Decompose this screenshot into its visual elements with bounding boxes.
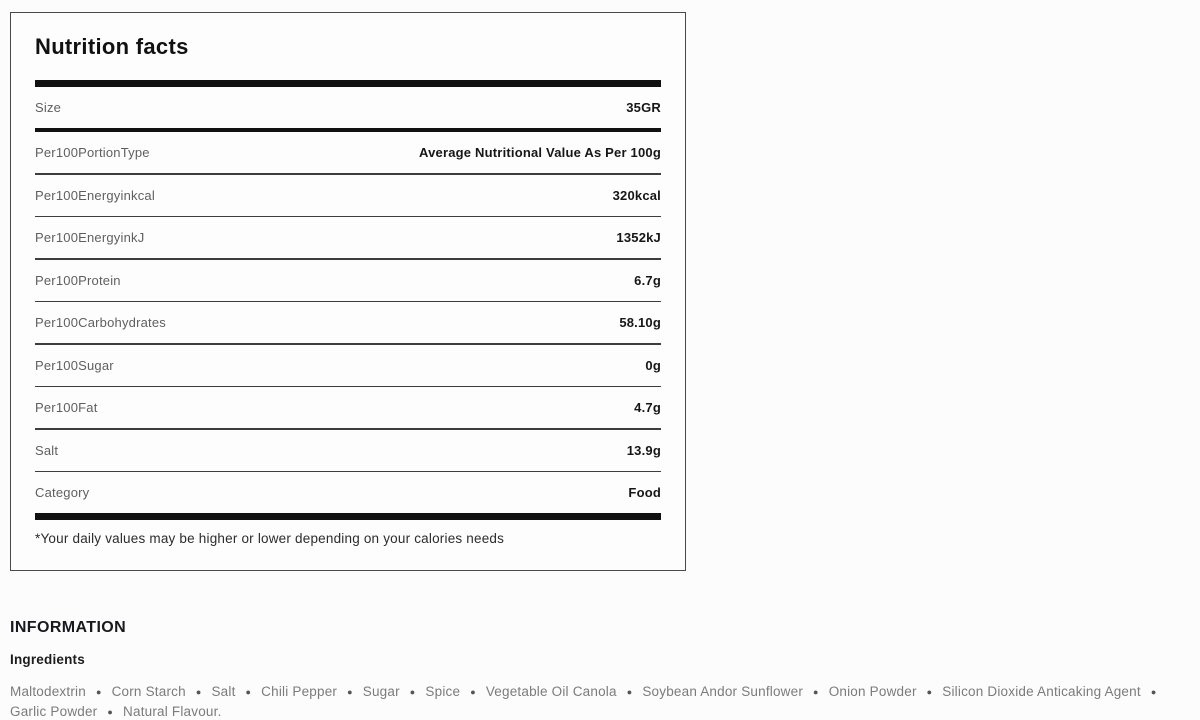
ingredients-heading: Ingredients [10,652,85,667]
row-label: Per100Carbohydrates [35,315,166,330]
bullet-separator-icon: ● [1150,687,1157,697]
ingredient-item: Sugar [362,684,400,699]
ingredient-item: Onion Powder [828,684,917,699]
ingredient-item: Chili Pepper [261,684,338,699]
bullet-separator-icon: ● [813,687,819,697]
nutrition-row-energy-kj [35,217,661,258]
bullet-separator-icon: ● [470,687,476,697]
daily-values-footnote: *Your daily values may be higher or lower depending on your calories needs [35,531,505,546]
nutrition-row-carbohydrates [35,302,661,343]
ingredient-item: Maltodextrin [10,684,86,699]
bullet-separator-icon: ● [95,687,102,697]
row-value: 58.10g [619,315,661,330]
row-label: Size [35,100,62,115]
panel-title: Nutrition facts [35,34,189,59]
divider-thick-bottom [35,513,661,520]
bullet-separator-icon: ● [245,687,252,697]
row-value: 320kcal [612,187,661,203]
information-heading: INFORMATION [10,619,127,636]
row-value: 13.9g [626,442,661,458]
row-label: Salt [35,442,59,458]
row-label: Per100Protein [35,272,121,288]
row-value: 35GR [626,100,661,115]
bullet-separator-icon: ● [107,707,114,717]
bullet-separator-icon: ● [626,687,633,697]
row-label: Category [35,485,90,500]
nutrition-row-sugar [35,345,661,386]
ingredient-item: Garlic Powder [10,704,98,719]
ingredient-item: Natural Flavour. [123,704,222,719]
row-value: Food [628,485,661,500]
nutrition-row-category [35,472,661,513]
bullet-separator-icon: ● [347,687,353,697]
ingredients-list [10,682,1190,720]
ingredient-item: Soybean Andor Sunflower [642,684,804,699]
divider-thick-top [35,80,661,87]
nutrition-row-fat [35,387,661,428]
ingredient-item: Vegetable Oil Canola [485,684,617,699]
row-label: Per100PortionType [35,145,150,160]
nutrition-facts-panel [10,12,686,571]
bullet-separator-icon: ● [195,687,202,697]
bullet-separator-icon: ● [926,687,933,697]
row-value: 4.7g [634,400,661,415]
ingredient-item: Corn Starch [111,684,186,699]
bullet-separator-icon: ● [409,687,416,697]
row-label: Per100Sugar [35,357,114,373]
row-label: Per100Fat [35,400,98,415]
row-label: Per100EnergyinkJ [35,230,145,245]
row-value: Average Nutritional Value As Per 100g [419,145,661,160]
row-value: 0g [645,357,661,373]
row-value: 1352kJ [616,230,661,245]
nutrition-row-protein [35,260,661,301]
ingredient-item: Salt [211,684,236,699]
ingredient-item: Spice [425,684,461,699]
nutrition-row-energy-kcal [35,175,661,216]
nutrition-row-size [35,87,661,128]
row-label: Per100Energyinkcal [35,187,155,203]
nutrition-row-salt [35,430,661,471]
nutrition-row-portion-type [35,132,661,173]
ingredient-item: Silicon Dioxide Anticaking Agent [942,684,1141,699]
information-section [10,619,1190,720]
row-value: 6.7g [634,272,661,288]
